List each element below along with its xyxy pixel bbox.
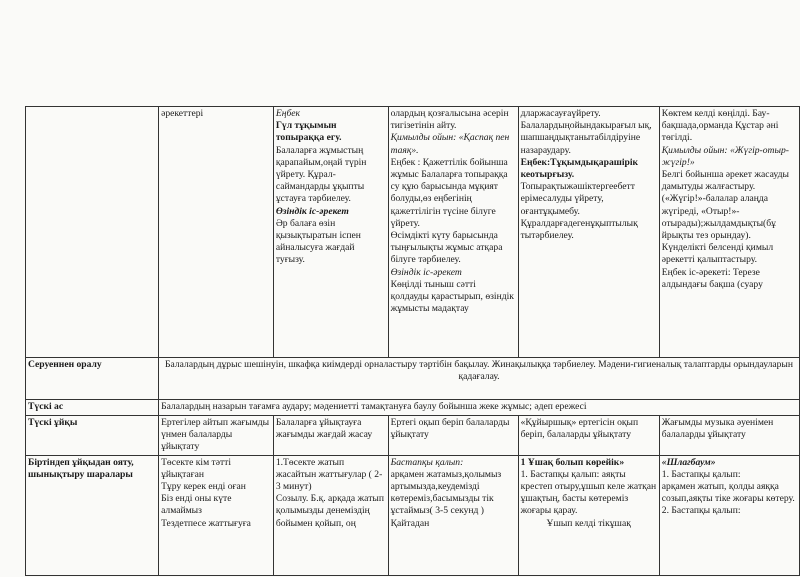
cell-paragraph: Өзіндік іс-әрекет (275, 205, 349, 217)
cell-paragraph: Көңілді тыныш сәтті қолдауды қарастырып, өзіндік жұмысты мадақтау (390, 278, 514, 315)
cell-paragraph: арқамен жатып, қолды аяққа созып,аяқты тіке жоғары көтеру. (661, 481, 795, 505)
cell-paragraph: Балаларға жұмыстың қарапайым,оңай түрін үйрету. Құрал-саймандарды ұқыпты ұстауға тәрбиелеу. (275, 144, 367, 205)
cell-paragraph: Еңбек іс-әрекеті: Терезе алдындағы бақша (суару (661, 266, 763, 290)
cell-paragraph: Қимылды ойын: «Қаспақ пен таяқ». (390, 132, 510, 156)
cell-paragraph: 2. Бастапқы қалып: (661, 505, 741, 517)
activities-cell-5 (659, 107, 799, 358)
wakeup-row (26, 455, 800, 575)
cell-paragraph: 1 Ұшақ болып көрейік» (520, 456, 625, 468)
row-label-wakeup: Біртіндеп ұйқыдан ояту, шынықтыру шаралары (26, 455, 159, 575)
nap-cell-4: «Құйыршық» ертегісін оқып беріп, балаларды ұйықтату (518, 416, 659, 456)
cell-paragraph: Тұру керек енді оған (161, 481, 246, 493)
wakeup-cell-2 (273, 455, 388, 575)
cell-paragraph: Еңбек (275, 108, 301, 119)
cell-paragraph: Бастапқы қалып: (390, 456, 464, 468)
activities-row (26, 107, 800, 358)
wakeup-cell-3 (388, 455, 518, 575)
nap-cell-3: Ертегі оқып беріп балаларды ұйықтату (388, 416, 518, 456)
activities-cell-3 (388, 107, 518, 358)
cell-paragraph: Көктем келді көңілді. Бау-бақшада,орманда Құстар әні төгілді. (661, 108, 779, 144)
activities-cell-1: әрекеттері (159, 107, 274, 358)
cell-paragraph: Өзіндік іс-әрекет (390, 266, 462, 278)
cell-paragraph: олардың қозғалысына әсерін тигізетінін айту. (390, 108, 509, 132)
cell-paragraph: Төсекте кім тәтті ұйықтаған (161, 456, 232, 480)
wakeup-cell-4 (518, 455, 659, 575)
cell-paragraph: Гүл тұқымын топыраққа егу. (275, 120, 342, 144)
cell-paragraph: 1. Бастапқы қалып: (661, 468, 741, 480)
nap-cell-2: Балаларға ұйықтауға жағымды жағдай жасау (273, 416, 388, 456)
wakeup-cell-1 (159, 455, 274, 575)
row-label-nap: Түскі ұйқы (26, 416, 159, 456)
cell-paragraph: арқамен жатамыз,қолымыз артымызда,кеудемізді көтереміз,басымызды тік ұстаймыз( 3-5 секунд ) Қайтадан (390, 468, 502, 529)
cell-paragraph: «Шлагбаум» (661, 456, 716, 468)
cell-paragraph: Созылу. Б.қ. арқада жатып қолымызды денеміздің бойымен қойып, оң (275, 493, 384, 529)
cell-paragraph: 1.Төсекте жатып жасайтын жаттығулар ( 2-3 минут) (275, 456, 383, 493)
cell-paragraph: Топырақтыжәшіктергеебетт ерімесалуды үйрету, оғантұқымебу. Құралдарғадегенұқыптылық тытәрбиелеу. (520, 181, 638, 242)
cell-paragraph: Еңбек:Тұқымдықарашірік кеотырғызу. (520, 156, 639, 181)
cell-paragraph: дларжасауғаүйрету. (520, 108, 601, 119)
cell-paragraph: Ұшып келді тікұшақ (546, 517, 631, 529)
row-label-empty (26, 107, 159, 358)
lunch-row (26, 400, 800, 416)
cell-paragraph: 1. Бастапқы қалып: аяқты крестеп отыру,ұшып келе жатқан ұшақтың, басты көтереміз жоғары қарау. (520, 468, 657, 517)
cell-paragraph: Белгі бойынша әрекет жасауды дамытуды жалғастыру.(«Жүгір!»-балалар алаңда жүгіреді, «Отыр!»-отырады);жылдамдықты(бұ йрықты тез орындау). Күнделікті белсенді қимыл әрекетті қалыптастыру. (661, 169, 789, 266)
cell-paragraph: Еңбек : Қажеттілік бойынша жұмыс Балаларға топыраққа су құю барысында мұқият болуды,өз еңбегінің қажеттілігін түсіне білуге үйрету. (390, 156, 508, 229)
cell-paragraph: Қимылды ойын: «Жүгір-отыр-жүгір!» (661, 144, 789, 168)
activities-cell-2 (273, 107, 388, 358)
schedule-table (25, 106, 800, 576)
wakeup-cell-5 (659, 455, 799, 575)
row-label-lunch: Түскі ас (26, 400, 159, 416)
cell-paragraph: Өсімдікті күту барысында тыңғылықты жұмыс атқара білуге тәрбиелеу. (390, 230, 503, 266)
row-label-return: Серуеннен оралу (26, 358, 159, 400)
cell-paragraph: Әр балаға өзін қызықтыратын іспен айналысуға жағдай туғызу. (275, 217, 361, 266)
cell-paragraph: Біз енді оны күте алмаймыз (161, 493, 232, 517)
nap-cell-1: Ертегілер айтып жағымды үнмен балаларды ұйықтату (159, 416, 274, 456)
activities-cell-4 (518, 107, 659, 358)
cell-paragraph: Тездетпесе жаттығуға (161, 517, 251, 529)
return-from-walk-row (26, 358, 800, 400)
return-from-walk-text: Балалардың дұрыс шешінуін, шкафқа киімдерді орналастыру тәртібін бақылау. Жинақылыққа тәрбиелеу. Мәдени-гигиеналық талаптарды орындауларын қадағалау. (159, 358, 800, 400)
nap-row (26, 416, 800, 456)
lunch-text: Балалардың назарын тағамға аудару; мәдениетті тамақтануға баулу бойынша жеке жұмыс; әдеп ережесі (159, 400, 800, 416)
cell-paragraph: Балалардыңойындакырағыл ық, шапшаңдықтанытабілдіруіне назараудару. (520, 120, 652, 156)
nap-cell-5: Жағымды музыка әуенімен балаларды ұйықтату (659, 416, 799, 456)
